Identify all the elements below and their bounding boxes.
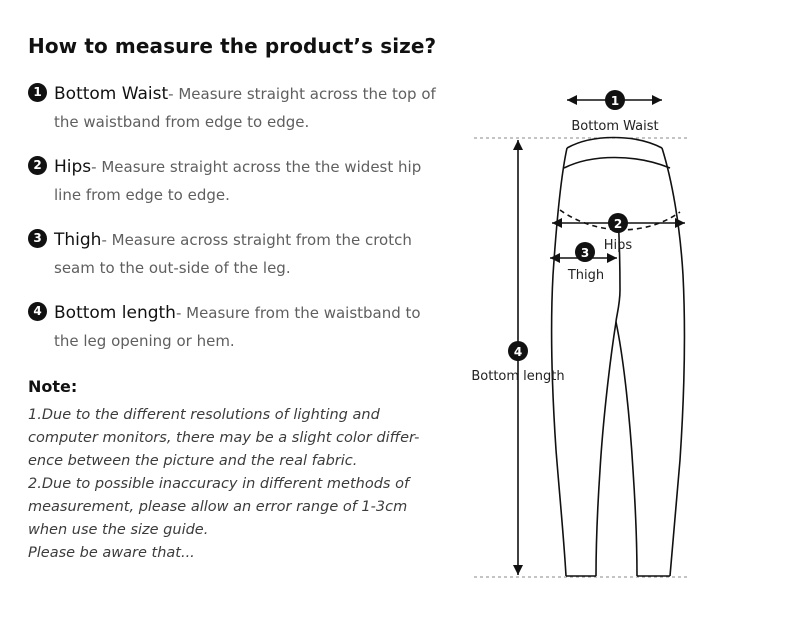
garment-outline — [552, 138, 685, 577]
leggings-diagram — [440, 60, 770, 600]
note-line-1: 1.Due to the different resolutions of lighting and computer monitors, there may be a slight color differ-ence between the picture and the real fabric. — [28, 407, 420, 469]
measure-desc-hips: - Measure straight across the the widest hip line from edge to edge. — [54, 158, 422, 204]
badge-2-number: 2 — [613, 217, 623, 231]
measure-term-bottom-length: Bottom length — [54, 303, 176, 323]
badge-4-number: 4 — [513, 345, 523, 359]
measure-item-bottom-length — [28, 299, 448, 355]
note-line-2: 2.Due to possible inaccuracy in different methods of measurement, please allow an error range of 1-3cm when use the size guide. — [28, 476, 410, 538]
instructions-column — [28, 34, 448, 565]
measure-term-hips: Hips — [54, 157, 92, 177]
note-heading: Note: — [28, 377, 78, 396]
measure-item-thigh — [28, 226, 448, 282]
measure-item-hips — [28, 153, 448, 209]
note-body — [28, 404, 448, 565]
measure-term-bottom-waist: Bottom Waist — [54, 84, 169, 104]
measure-term-thigh: Thigh — [54, 230, 102, 250]
guide-lines — [474, 138, 690, 577]
diagram-label-bottom-length: Bottom length — [471, 369, 565, 384]
diagram-label-hips: Hips — [603, 238, 633, 253]
diagram-label-thigh: Thigh — [567, 268, 605, 283]
measure-item-bottom-waist — [28, 80, 448, 136]
page-title: How to measure the product’s size? — [28, 34, 437, 58]
measure-desc-bottom-waist: - Measure straight across the top of the waistband from edge to edge. — [54, 85, 436, 131]
measure-desc-thigh: - Measure across straight from the crotch seam to the out-side of the leg. — [54, 231, 412, 277]
bullet-number-4: 4 — [28, 302, 47, 321]
bullet-number-3: 3 — [28, 229, 47, 248]
bullet-number-1: 1 — [28, 83, 47, 102]
badge-3-number: 3 — [580, 246, 590, 260]
bullet-number-2: 2 — [28, 156, 47, 175]
diagram-label-bottom-waist: Bottom Waist — [571, 119, 659, 134]
note-line-3: Please be aware that... — [28, 545, 195, 561]
measure-desc-bottom-length: - Measure from the waistband to the leg opening or hem. — [54, 304, 421, 350]
badge-1-number: 1 — [610, 94, 620, 108]
